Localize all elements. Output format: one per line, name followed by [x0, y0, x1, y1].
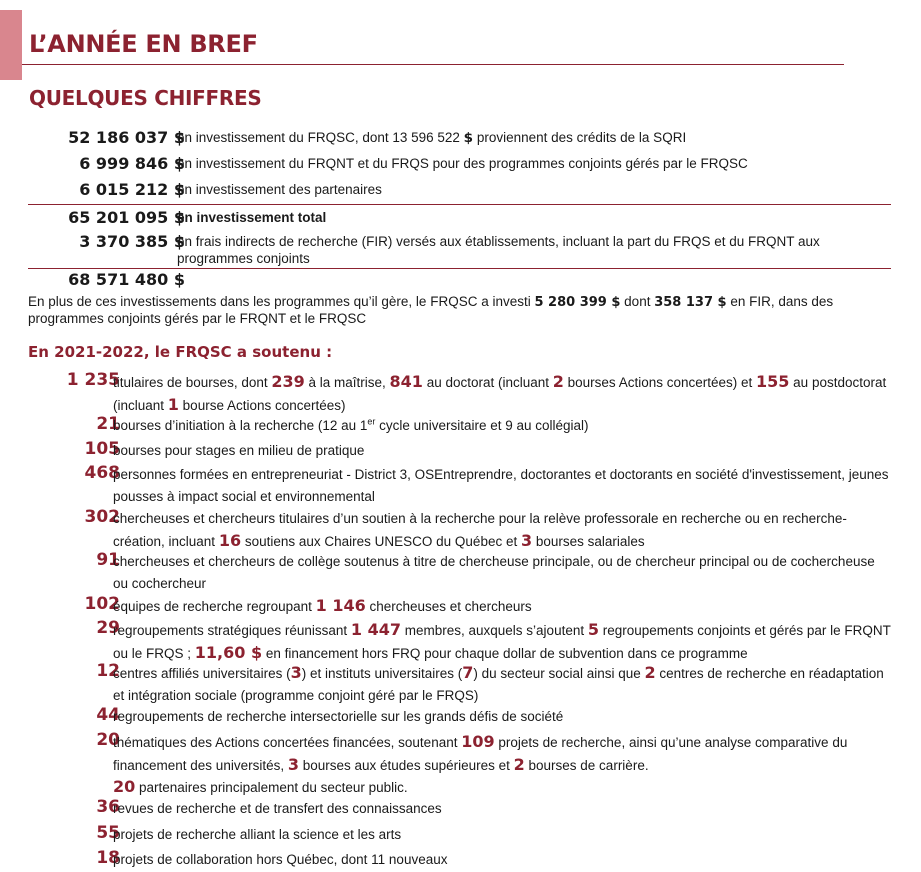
highlight-number: 239 — [271, 372, 305, 391]
highlight-number: 16 — [218, 530, 242, 550]
stat-number: 55 — [96, 823, 120, 843]
title-rule — [22, 64, 844, 65]
highlight-number: 2 — [644, 663, 656, 682]
stat-number: 20 — [96, 730, 120, 750]
highlight-number: 1 146 — [315, 596, 366, 615]
financial-amount: 68 571 480 $ — [68, 270, 185, 289]
stat-description — [113, 619, 893, 664]
financial-description: en investissement total — [177, 210, 327, 225]
stat-description — [113, 824, 893, 846]
description-text: à la maîtrise, — [304, 375, 390, 390]
description-text: ) et instituts universitaires ( — [301, 666, 463, 681]
stat-number: 21 — [96, 414, 120, 434]
page-title: L’ANNÉE EN BREF — [29, 30, 258, 58]
description-text: soutiens aux Chaires UNESCO du Québec et — [241, 533, 521, 549]
stat-number: 105 — [84, 439, 120, 459]
financial-description: en investissement du FRQSC, dont 13 596 522 $ proviennent des crédits de la SQRI — [177, 130, 687, 146]
description-text: bourses pour stages en milieu de pratique — [113, 443, 365, 458]
financial-amount: 6 015 212 $ — [79, 180, 185, 199]
stat-description — [113, 371, 893, 416]
description-text: centres de recherche en réadaptation et intégration sociale (programme conjoint géré par le FRQS) — [113, 666, 884, 703]
highlight-number: 2 — [513, 754, 525, 774]
supported-heading: En 2021-2022, le FRQSC a soutenu : — [28, 343, 333, 361]
stat-description — [113, 415, 893, 437]
financial-description: en investissement du FRQNT et du FRQS pour des programmes conjoints gérés par le FRQSC — [177, 156, 748, 171]
highlight-number: 1 447 — [350, 620, 401, 639]
description-text: titulaires de bourses, dont — [113, 375, 272, 390]
description-text: ) du secteur social ainsi que — [473, 666, 645, 681]
stat-description — [113, 440, 893, 462]
section-subtitle: QUELQUES CHIFFRES — [29, 86, 262, 110]
stat-description — [113, 798, 893, 820]
description-text: projets de recherche, ainsi qu’une analyse comparative du financement des universités, — [113, 735, 848, 773]
financial-description: en frais indirects de recherche (FIR) versés aux établissements, incluant la part du FRQS et du FRQNT aux programmes conjoints — [177, 234, 820, 266]
description-text: thématiques des Actions concertées financées, soutenant — [113, 735, 462, 750]
highlight-number: 20 — [113, 777, 136, 796]
highlight-number: 109 — [461, 732, 495, 751]
highlight-number: 841 — [389, 372, 423, 391]
investment-note: En plus de ces investissements dans les programmes qu’il gère, le FRQSC a investi 5 280 399 $ dont 358 137 $ en FIR, dans des programmes conjoints gérés par le FRQNT et le FRQSC — [28, 294, 834, 326]
stat-number: 44 — [96, 705, 120, 725]
description-text: bourses Actions concertées) et — [563, 375, 757, 390]
accent-bar — [0, 10, 22, 80]
stat-description — [113, 595, 893, 618]
description-text: chercheuses et chercheurs de collège soutenus à titre de chercheuse principale, ou de chercheur principal ou de cochercheuse ou cochercheur — [113, 554, 875, 591]
financial-description: en investissement des partenaires — [177, 182, 382, 197]
stat-number: 1 235 — [66, 370, 120, 390]
description-text: bourses de carrière. — [524, 757, 649, 773]
description-text: personnes formées en entrepreneuriat - District 3, OSEntreprendre, doctorantes et doctorants en société d'investissement, jeunes pousses à impact social et environnemental — [113, 467, 889, 504]
stat-description — [113, 706, 893, 728]
highlight-number: 1 — [167, 394, 179, 414]
highlight-number: 11,60 $ — [194, 642, 263, 662]
description-text: regroupements stratégiques réunissant — [113, 623, 351, 638]
highlight-number: 3 — [290, 663, 302, 682]
highlight-number: 3 — [287, 754, 299, 774]
financial-amount: 65 201 095 $ — [68, 208, 185, 227]
stat-number: 302 — [84, 507, 120, 527]
financial-amount: 6 999 846 $ — [79, 154, 185, 173]
total-rule — [28, 204, 891, 205]
description-text: projets de collaboration hors Québec, dont 11 nouveaux — [113, 852, 448, 867]
description-text: revues de recherche et de transfert des connaissances — [113, 801, 442, 816]
stat-number: 29 — [96, 618, 120, 638]
description-text: chercheuses et chercheurs — [365, 599, 532, 614]
financial-amount: 3 370 385 $ — [79, 232, 185, 251]
description-text: regroupements conjoints et gérés par le FRQNT ou le FRQS ; — [113, 623, 891, 661]
description-text: projets de recherche alliant la science et les arts — [113, 827, 402, 842]
stat-number: 468 — [84, 463, 120, 483]
description-text: partenaires principalement du secteur public. — [135, 780, 408, 795]
grand-total-rule — [28, 268, 891, 269]
superscript: er — [367, 416, 376, 427]
description-text: regroupements de recherche intersectorielle sur les grands défis de société — [113, 709, 564, 724]
financial-amount: 52 186 037 $ — [68, 128, 185, 147]
description-text: membres, auxquels s’ajoutent — [401, 623, 588, 638]
stat-description — [113, 551, 893, 594]
description-text: bourses salariales — [532, 533, 645, 549]
stat-description — [113, 662, 893, 706]
description-text: bourses aux études supérieures et — [298, 757, 514, 773]
description-text: cycle universitaire et 9 au collégial) — [375, 418, 589, 433]
stat-number: 18 — [96, 848, 120, 868]
stat-description — [113, 464, 893, 507]
description-text: équipes de recherche regroupant — [113, 599, 316, 614]
stat-number: 36 — [96, 797, 120, 817]
stat-number: 91 — [96, 550, 120, 570]
highlight-number: 2 — [552, 372, 564, 391]
highlight-number: 7 — [462, 663, 474, 682]
stat-number: 102 — [84, 594, 120, 614]
stat-number: 12 — [96, 661, 120, 681]
stat-description — [113, 731, 893, 799]
description-text: centres affiliés universitaires ( — [113, 666, 291, 681]
description-text: bourse Actions concertées) — [178, 397, 346, 413]
highlight-number: 3 — [520, 530, 533, 550]
description-text: au doctorat (incluant — [422, 375, 553, 390]
description-text: au postdoctorat (incluant — [113, 375, 887, 413]
description-text: bourses d’initiation à la recherche (12 au 1 — [113, 418, 368, 433]
stat-description — [113, 849, 893, 871]
description-text: chercheuses et chercheurs titulaires d’un soutien à la recherche pour la relève professorale en recherche ou en recherche-création, incluant — [113, 511, 847, 549]
highlight-number: 155 — [756, 372, 790, 391]
stat-description — [113, 508, 893, 552]
description-text: en financement hors FRQ pour chaque dollar de subvention dans ce programme — [262, 645, 748, 661]
highlight-number: 5 — [587, 620, 599, 639]
